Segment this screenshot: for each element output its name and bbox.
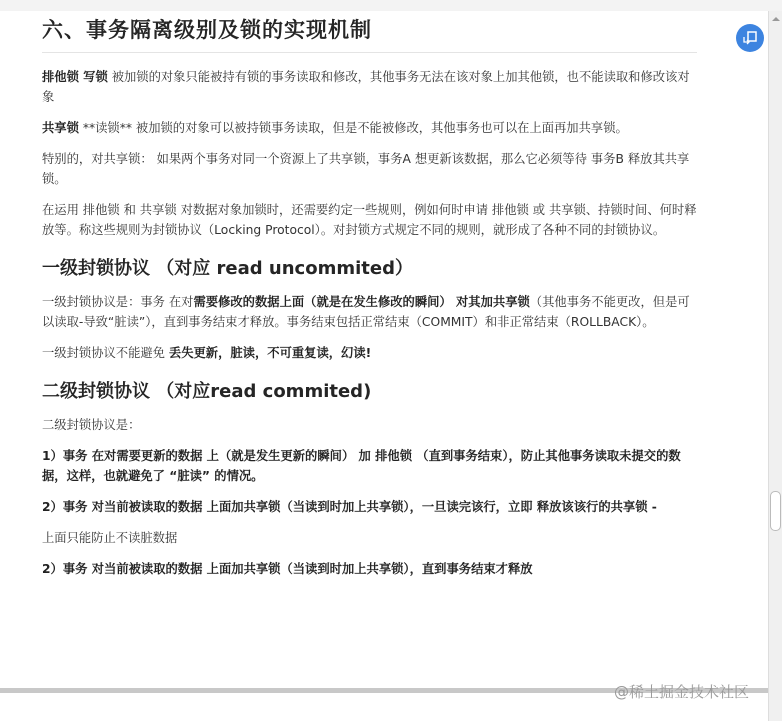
text: **读锁** 被加锁的对象可以被持锁事务读取，但是不能被修改，其他事务也可以在上面再加共享锁。 [78, 121, 628, 135]
paragraph-note: 上面只能防止不读脏数据 [42, 531, 178, 545]
section-title: 六、事务隔离级别及锁的实现机制 [42, 12, 697, 53]
paragraph-level2-rule2b [42, 559, 697, 579]
paragraph-level1 [42, 292, 697, 332]
paragraph-level2-intro: 二级封锁协议是： [42, 418, 141, 432]
heading-level2-protocol: 二级封锁协议 （对应read commited) [42, 381, 372, 402]
bold-text: 2）事务 对当前被读取的数据 上面加共享锁（当读到时加上共享锁），一旦读完该行，立即 释放该该行的共享锁 - [42, 500, 657, 514]
bold-term: 共享锁 [42, 121, 79, 135]
paragraph-level2-rule2 [42, 497, 697, 517]
text: 被加锁的对象只能被持有锁的事务读取和修改，其他事务无法在该对象上加其他锁，也不能读取和修改该对象 [42, 70, 690, 104]
paragraph-level2-rule1 [42, 446, 697, 486]
scroll-up-arrow-icon[interactable] [772, 17, 780, 21]
bold-text: 1）事务 在对需要更新的数据 上（就是发生更新的瞬间） 加 排他锁 （直到事务结束），防止其他事务读取未提交的数据，这样，也就避免了 “脏读” 的情况。 [42, 449, 681, 483]
heading-level1-protocol: 一级封锁协议 （对应 read uncommited） [42, 258, 413, 279]
paragraph-level1-limit [42, 343, 697, 363]
bold-text: 丢失更新，脏读，不可重复读，幻读! [168, 346, 372, 360]
translate-button[interactable] [736, 24, 764, 52]
top-bar [0, 0, 782, 11]
paragraph-shared-lock [42, 118, 697, 138]
text: （其他事务不能更改，但是可以读取-导致“脏读”），直到事务结束才释放。事务结束包括正常结束（COMMIT）和非正常结束（ROLLBACK）。 [42, 295, 690, 329]
paragraph-exclusive-lock [42, 67, 697, 107]
bold-text: 需要修改的数据上面（就是在发生修改的瞬间） 对其加共享锁 [193, 295, 530, 309]
vertical-scrollbar[interactable] [768, 11, 782, 721]
bold-term: 排他锁 写锁 [42, 70, 108, 84]
bold-text: 2）事务 对当前被读取的数据 上面加共享锁（当读到时加上共享锁），直到事务结束才释放 [42, 562, 533, 576]
watermark: @稀土掘金技术社区 [614, 683, 750, 701]
article-content [42, 12, 697, 590]
paragraph-protocol: 在运用 排他锁 和 共享锁 对数据对象加锁时，还需要约定一些规则，例如何时申请 排他锁 或 共享锁、持锁时间、何时释放等。称这些规则为封锁协议（Locking Protocol）。对封锁方式规定不同的规则，就形成了各种不同的封锁协议。 [42, 203, 697, 237]
text: 一级封锁协议是：事务 在对 [42, 295, 194, 309]
text: 一级封锁协议不能避免 [42, 346, 169, 360]
scrollbar-thumb[interactable] [770, 491, 781, 531]
translate-icon [742, 30, 758, 46]
paragraph-special: 特别的，对共享锁： 如果两个事务对同一个资源上了共享锁，事务A 想更新该数据，那么它必须等待 事务B 释放其共享锁。 [42, 152, 690, 186]
